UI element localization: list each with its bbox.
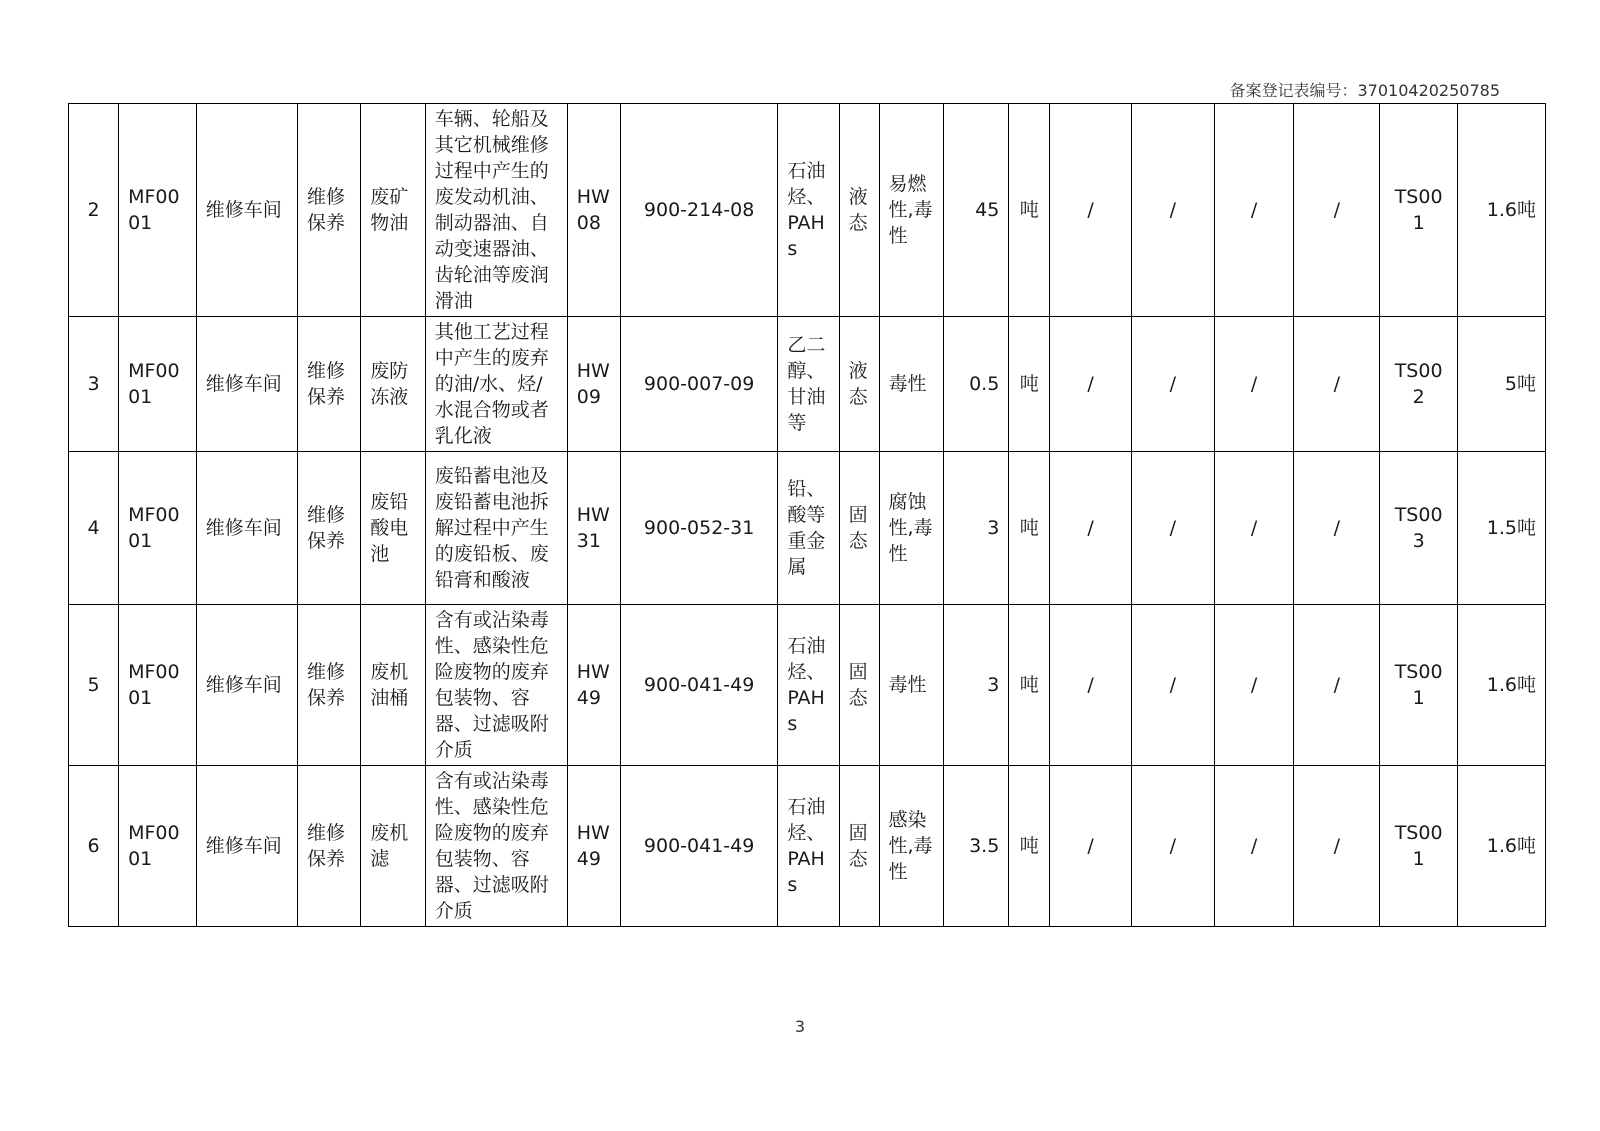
cell-col-a: / xyxy=(1050,766,1132,927)
cell-form: 液态 xyxy=(839,104,879,317)
cell-index: 6 xyxy=(69,766,119,927)
cell-unit: 吨 xyxy=(1009,766,1050,927)
cell-storage-capacity: 1.6吨 xyxy=(1457,766,1545,927)
cell-unit: 吨 xyxy=(1009,317,1050,452)
cell-col-b: / xyxy=(1131,605,1214,766)
cell-storage: TS003 xyxy=(1380,452,1458,605)
cell-col-c: / xyxy=(1214,317,1294,452)
cell-quantity: 45 xyxy=(943,104,1008,317)
cell-hazard-component: 石油烃、PAHs xyxy=(778,605,839,766)
cell-form: 液态 xyxy=(839,317,879,452)
cell-col-a: / xyxy=(1050,605,1132,766)
table-row xyxy=(69,605,1546,766)
cell-category: HW49 xyxy=(567,605,620,766)
cell-code: MF0001 xyxy=(119,452,197,605)
cell-waste-code: 900-007-09 xyxy=(620,317,777,452)
registration-number: 37010420250785 xyxy=(1357,81,1500,100)
cell-col-d: / xyxy=(1294,104,1380,317)
cell-waste-name: 废机油桶 xyxy=(361,605,425,766)
cell-col-b: / xyxy=(1131,452,1214,605)
cell-workshop: 维修车间 xyxy=(196,452,297,605)
cell-workshop: 维修车间 xyxy=(196,104,297,317)
cell-hazard-property: 毒性 xyxy=(879,317,943,452)
cell-process: 维修保养 xyxy=(297,104,360,317)
cell-category: HW49 xyxy=(567,766,620,927)
cell-col-b: / xyxy=(1131,766,1214,927)
cell-form: 固态 xyxy=(839,452,879,605)
cell-unit: 吨 xyxy=(1009,605,1050,766)
registration-label: 备案登记表编号： xyxy=(1229,81,1358,100)
cell-process: 维修保养 xyxy=(297,452,360,605)
cell-col-b: / xyxy=(1131,317,1214,452)
cell-waste-code: 900-041-49 xyxy=(620,605,777,766)
cell-workshop: 维修车间 xyxy=(196,317,297,452)
cell-workshop: 维修车间 xyxy=(196,766,297,927)
cell-col-c: / xyxy=(1214,605,1294,766)
cell-quantity: 3.5 xyxy=(943,766,1008,927)
cell-process: 维修保养 xyxy=(297,605,360,766)
cell-form: 固态 xyxy=(839,605,879,766)
cell-code: MF0001 xyxy=(119,104,197,317)
cell-hazard-property: 感染性,毒性 xyxy=(879,766,943,927)
cell-waste-name: 废铅酸电池 xyxy=(361,452,425,605)
cell-storage: TS001 xyxy=(1380,104,1458,317)
cell-quantity: 3 xyxy=(943,605,1008,766)
cell-process: 维修保养 xyxy=(297,317,360,452)
cell-quantity: 0.5 xyxy=(943,317,1008,452)
cell-col-d: / xyxy=(1294,605,1380,766)
registration-number-line xyxy=(1229,78,1500,101)
cell-col-d: / xyxy=(1294,317,1380,452)
cell-description: 车辆、轮船及其它机械维修过程中产生的废发动机油、制动器油、自动变速器油、齿轮油等废润滑油 xyxy=(425,104,567,317)
cell-workshop: 维修车间 xyxy=(196,605,297,766)
cell-hazard-component: 乙二醇、甘油等 xyxy=(778,317,839,452)
table-row xyxy=(69,452,1546,605)
cell-category: HW08 xyxy=(567,104,620,317)
cell-waste-name: 废矿物油 xyxy=(361,104,425,317)
cell-col-a: / xyxy=(1050,452,1132,605)
cell-hazard-property: 腐蚀性,毒性 xyxy=(879,452,943,605)
cell-waste-code: 900-052-31 xyxy=(620,452,777,605)
cell-storage-capacity: 1.6吨 xyxy=(1457,605,1545,766)
cell-hazard-property: 易燃性,毒性 xyxy=(879,104,943,317)
table-row xyxy=(69,766,1546,927)
cell-storage: TS001 xyxy=(1380,605,1458,766)
cell-storage-capacity: 1.6吨 xyxy=(1457,104,1545,317)
cell-category: HW09 xyxy=(567,317,620,452)
cell-col-b: / xyxy=(1131,104,1214,317)
cell-storage-capacity: 1.5吨 xyxy=(1457,452,1545,605)
cell-index: 5 xyxy=(69,605,119,766)
cell-description: 废铅蓄电池及废铅蓄电池拆解过程中产生的废铅板、废铅膏和酸液 xyxy=(425,452,567,605)
cell-storage: TS001 xyxy=(1380,766,1458,927)
cell-hazard-component: 石油烃、PAHs xyxy=(778,104,839,317)
table-row xyxy=(69,104,1546,317)
cell-hazard-property: 毒性 xyxy=(879,605,943,766)
cell-index: 3 xyxy=(69,317,119,452)
cell-quantity: 3 xyxy=(943,452,1008,605)
cell-waste-code: 900-041-49 xyxy=(620,766,777,927)
cell-col-c: / xyxy=(1214,452,1294,605)
cell-col-c: / xyxy=(1214,766,1294,927)
cell-col-a: / xyxy=(1050,317,1132,452)
cell-description: 含有或沾染毒性、感染性危险废物的废弃包装物、容器、过滤吸附介质 xyxy=(425,605,567,766)
cell-col-d: / xyxy=(1294,452,1380,605)
cell-description: 含有或沾染毒性、感染性危险废物的废弃包装物、容器、过滤吸附介质 xyxy=(425,766,567,927)
cell-form: 固态 xyxy=(839,766,879,927)
cell-index: 2 xyxy=(69,104,119,317)
cell-unit: 吨 xyxy=(1009,452,1050,605)
cell-col-c: / xyxy=(1214,104,1294,317)
cell-waste-code: 900-214-08 xyxy=(620,104,777,317)
cell-storage: TS002 xyxy=(1380,317,1458,452)
table-body xyxy=(69,104,1546,927)
cell-waste-name: 废机滤 xyxy=(361,766,425,927)
cell-unit: 吨 xyxy=(1009,104,1050,317)
cell-code: MF0001 xyxy=(119,605,197,766)
table-row xyxy=(69,317,1546,452)
cell-col-a: / xyxy=(1050,104,1132,317)
cell-storage-capacity: 5吨 xyxy=(1457,317,1545,452)
cell-code: MF0001 xyxy=(119,766,197,927)
cell-col-d: / xyxy=(1294,766,1380,927)
cell-description: 其他工艺过程中产生的废弃的油/水、烃/水混合物或者乳化液 xyxy=(425,317,567,452)
page-number: 3 xyxy=(794,1017,806,1036)
cell-category: HW31 xyxy=(567,452,620,605)
hazardous-waste-table xyxy=(68,103,1546,927)
cell-hazard-component: 石油烃、PAHs xyxy=(778,766,839,927)
cell-hazard-component: 铅、酸等重金属 xyxy=(778,452,839,605)
cell-process: 维修保养 xyxy=(297,766,360,927)
cell-index: 4 xyxy=(69,452,119,605)
cell-code: MF0001 xyxy=(119,317,197,452)
cell-waste-name: 废防冻液 xyxy=(361,317,425,452)
